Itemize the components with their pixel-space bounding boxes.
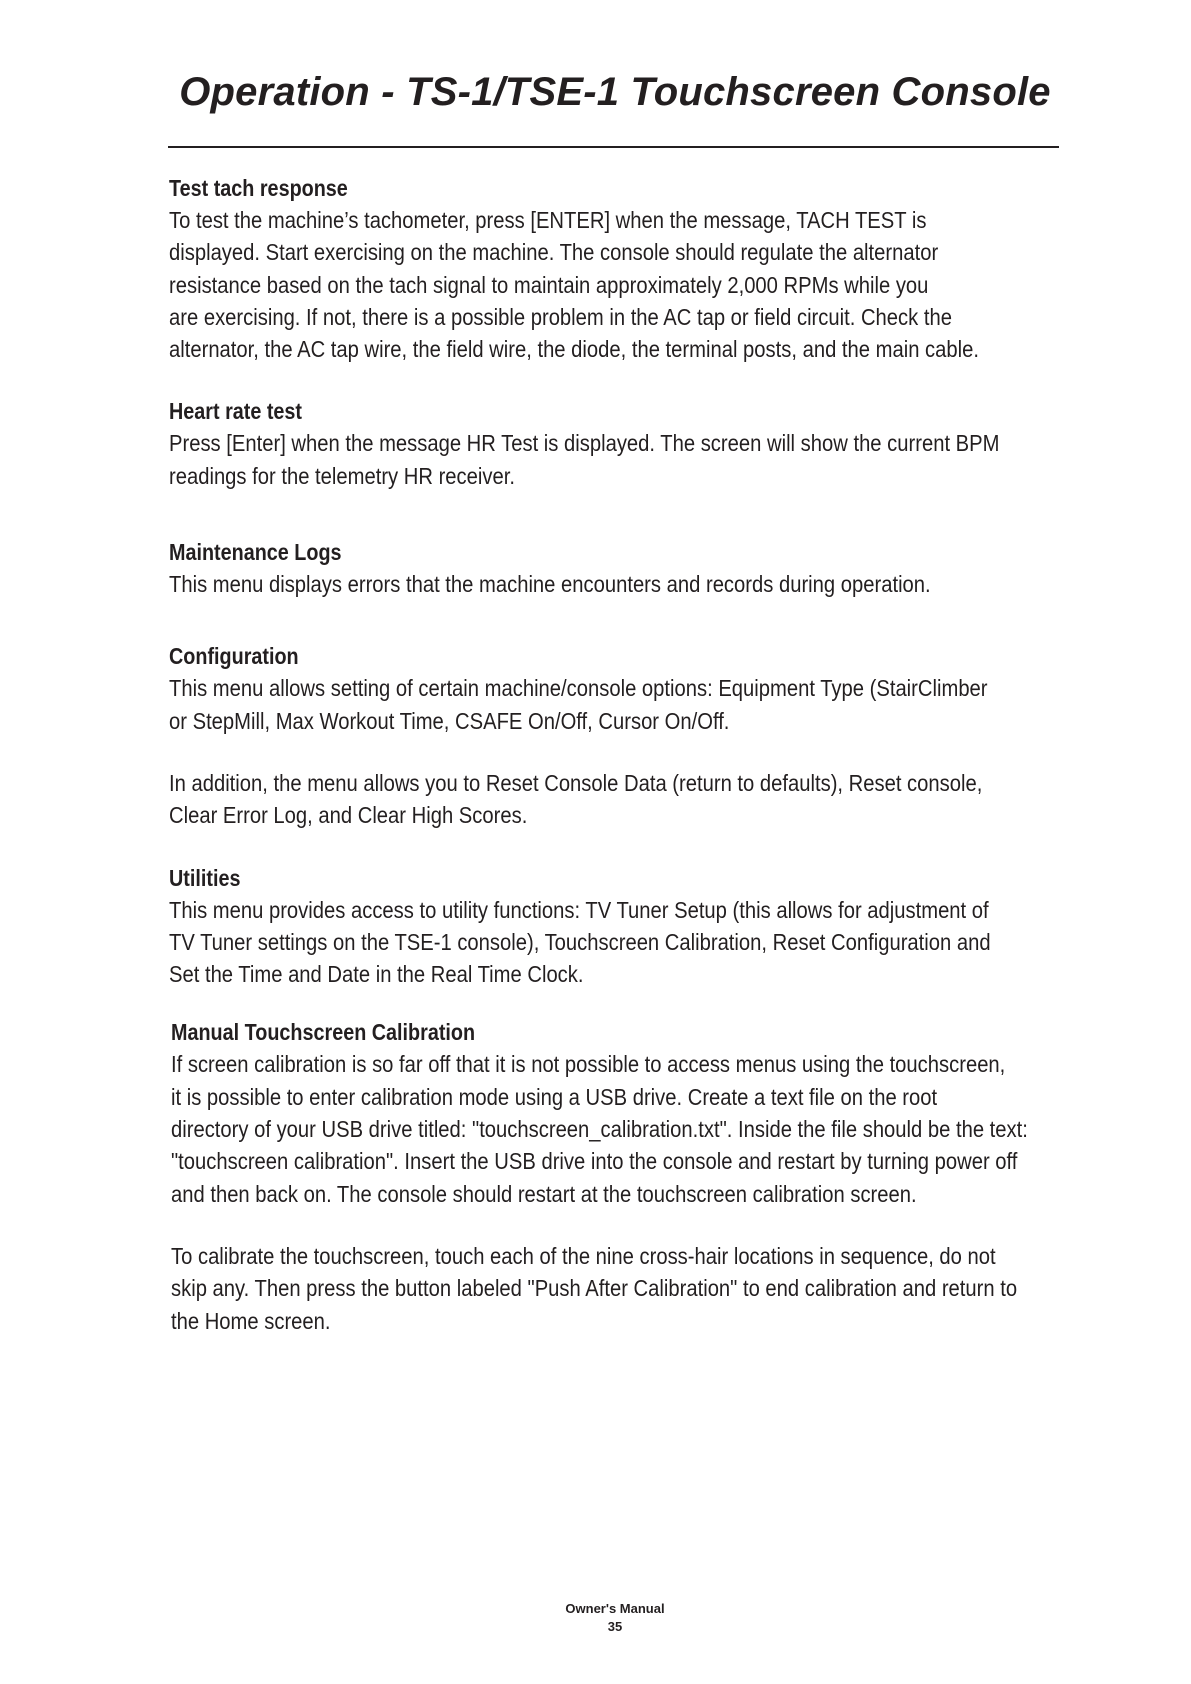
section-utilities [169,862,1089,991]
text-line: skip any. Then press the button labeled "Push After Calibration" to end calibration and return to [171,1275,1018,1302]
text-line: This menu allows setting of certain machine/console options: Equipment Type (StairClimber [169,675,988,702]
text-line: In addition, the menu allows you to Reset Console Data (return to defaults), Reset console, [169,769,983,796]
text-line: Press [Enter] when the message HR Test is displayed. The screen will show the current BPM [169,430,1000,457]
section-heading: Maintenance Logs [169,539,342,566]
document-body [169,172,1089,1337]
text-line: or StepMill, Max Workout Time, CSAFE On/Off, Cursor On/Off. [169,707,730,734]
section-heart-rate-test [169,395,1089,492]
text-line: and then back on. The console should restart at the touchscreen calibration screen. [171,1180,917,1207]
section-heading: Utilities [169,864,241,891]
text-line: alternator, the AC tap wire, the field wire, the diode, the terminal posts, and the main cable. [169,336,979,363]
section-configuration [169,640,1089,831]
section-heading: Manual Touchscreen Calibration [171,1019,476,1046]
text-line: displayed. Start exercising on the machine. The console should regulate the alternator [169,239,939,266]
text-line: To calibrate the touchscreen, touch each of the nine cross-hair locations in sequence, do not [171,1242,996,1269]
text-line: Set the Time and Date in the Real Time Clock. [169,961,584,988]
text-line: directory of your USB drive titled: "touchscreen_calibration.txt". Inside the file should be the text: [171,1116,1028,1143]
paragraph [169,204,1089,365]
paragraph [171,1240,1091,1337]
text-line: This menu provides access to utility functions: TV Tuner Setup (this allows for adjustment of [169,896,989,923]
section-maintenance-logs [169,536,1089,600]
footer-manual-label: Owner's Manual [565,1601,665,1616]
paragraph [171,1048,1091,1209]
text-line: Clear Error Log, and Clear High Scores. [169,802,528,829]
section-manual-touchscreen-calibration [171,1016,1089,1336]
paragraph [169,894,1089,991]
paragraph [169,672,1089,737]
text-line: "touchscreen calibration". Insert the USB drive into the console and restart by turning power off [171,1148,1018,1175]
text-line: the Home screen. [171,1307,331,1334]
section-heading: Heart rate test [169,398,303,425]
paragraph [169,767,1089,832]
text-line: resistance based on the tach signal to maintain approximately 2,000 RPMs while you [169,271,929,298]
text-line: TV Tuner settings on the TSE-1 console), Touchscreen Calibration, Reset Configuration and [169,928,991,955]
text-line: readings for the telemetry HR receiver. [169,462,515,489]
section-test-tach-response [169,172,1089,365]
text-line: If screen calibration is so far off that it is not possible to access menus using the touchscreen, [171,1051,1006,1078]
text-line: it is possible to enter calibration mode using a USB drive. Create a text file on the root [171,1083,938,1110]
section-heading: Configuration [169,643,299,670]
paragraph: This menu displays errors that the machine encounters and records during operation. [169,571,931,598]
text-line: To test the machine’s tachometer, press [ENTER] when the message, TACH TEST is [169,207,927,233]
page-number: 35 [607,1619,623,1634]
paragraph [169,427,1089,492]
text-line: are exercising. If not, there is a possible problem in the AC tap or field circuit. Check the [169,303,952,330]
section-heading: Test tach response [169,175,348,201]
page-title: Operation - TS-1/TSE-1 Touchscreen Console [179,70,1051,114]
title-divider [168,146,1059,148]
